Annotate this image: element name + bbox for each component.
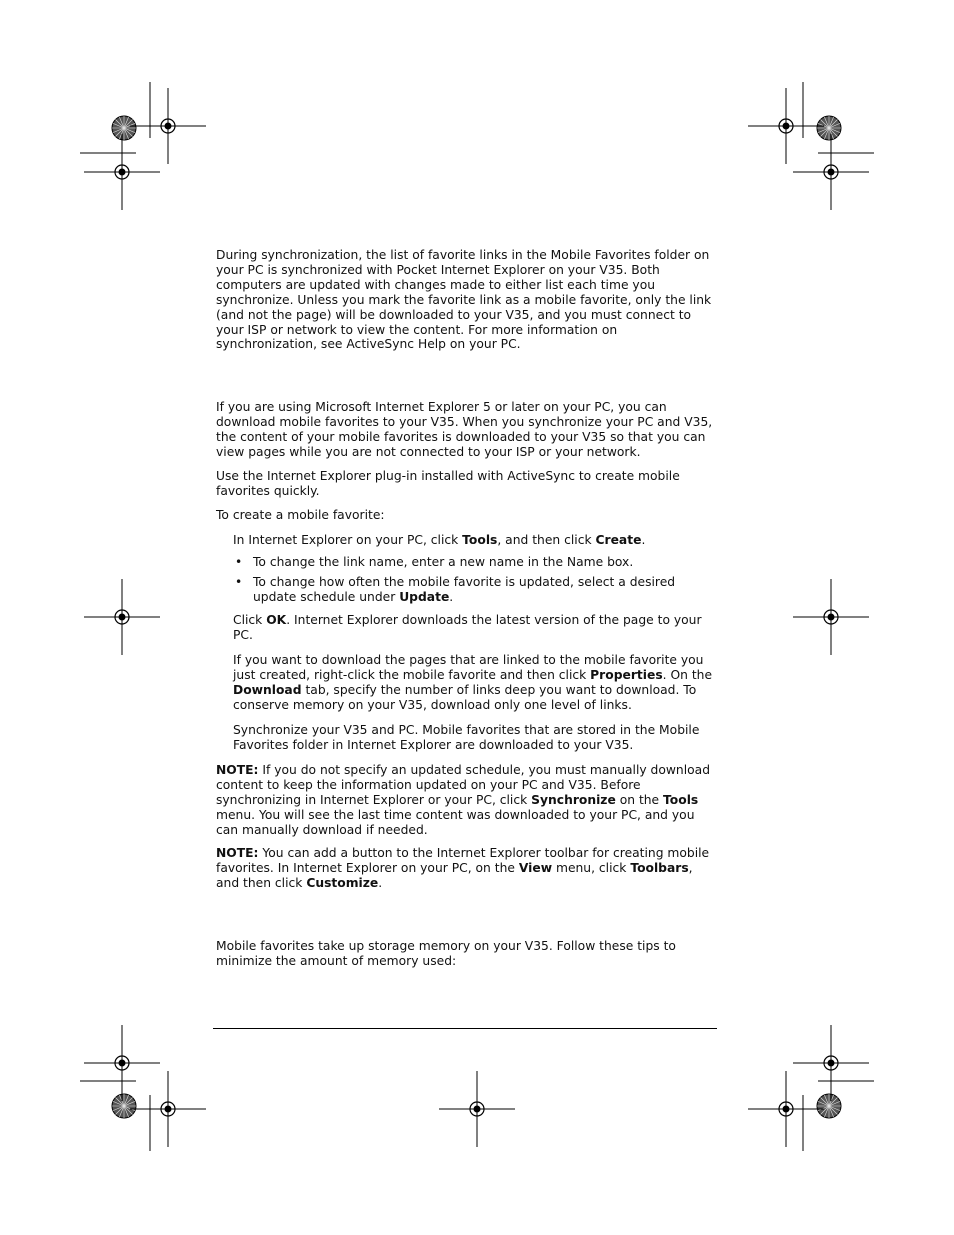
ok-label: OK <box>266 613 287 627</box>
synchronize-label: Synchronize <box>531 792 616 807</box>
step-2: Click OK. Internet Explorer downloads the latest version of the page to your PC. <box>233 613 702 642</box>
memory-paragraph: Mobile favorites take up storage memory on your V35. Follow these tips to minimize the amount of memory used: <box>216 939 676 968</box>
note-label: NOTE: <box>216 846 259 860</box>
note-label: NOTE: <box>216 763 259 777</box>
tools-menu-label: Tools <box>663 792 699 807</box>
create-intro: To create a mobile favorite: <box>216 508 385 522</box>
view-label: View <box>518 860 553 875</box>
note-toolbar: NOTE: You can add a button to the Internet Explorer toolbar for creating mobile favorites. In Internet Explorer on your PC, on the View menu, click Toolbars, and then click Customize. <box>216 846 710 890</box>
step-1-options <box>233 555 717 610</box>
list-item: • To change how often the mobile favorite is updated, select a desired update schedule under Update. <box>233 575 717 605</box>
tools-label: Tools <box>462 533 498 547</box>
download-label: Download <box>233 682 302 697</box>
step-3: If you want to download the pages that are linked to the mobile favorite you just created, right-click the mobile favorite and then click Properties. On the Download tab, specify the number of links deep you want to download. To conserve memory on your V35, download only one level of links. <box>233 653 713 712</box>
sync-paragraph: During synchronization, the list of favorite links in the Mobile Favorites folder on your PC is synchronized with Pocket Internet Explorer on your V35. Both computers are updated with changes made to either list each time you synchronize. Unless you mark the favorite link as a mobile favorite, only the link (and not the page) will be downloaded to your V35, and you must connect to your ISP or network to view the content. For more information on synchronization, see ActiveSync Help on your PC. <box>216 248 712 352</box>
create-label: Create <box>595 533 642 547</box>
properties-label: Properties <box>590 667 663 682</box>
list-item: • To change the link name, enter a new name in the Name box. <box>233 555 717 570</box>
step-1: In Internet Explorer on your PC, click Tools, and then click Create. <box>233 533 646 547</box>
customize-label: Customize <box>306 875 379 890</box>
footer-rule <box>213 1028 717 1029</box>
toolbars-label: Toolbars <box>630 860 689 875</box>
note-schedule: NOTE: If you do not specify an updated schedule, you must manually download content to keep the information updated on your PC and V35. Before synchronizing in Internet Explorer or your PC, click Synchronize on the Tools menu. You will see the last time content was downloaded to your PC, and you can manually download if needed. <box>216 763 711 837</box>
update-label: Update <box>399 589 450 604</box>
mobile-favorites-intro: If you are using Microsoft Internet Explorer 5 or later on your PC, you can download mobile favorites to your V35. When you synchronize your PC and V35, the content of your mobile favorites is downloaded to your V35 so that you can view pages while you are not connected to your ISP or your network. <box>216 400 713 459</box>
plugin-paragraph: Use the Internet Explorer plug-in installed with ActiveSync to create mobile favorites quickly. <box>216 469 680 498</box>
step-4: Synchronize your V35 and PC. Mobile favorites that are stored in the Mobile Favorites folder in Internet Explorer are downloaded to your V35. <box>233 723 700 752</box>
